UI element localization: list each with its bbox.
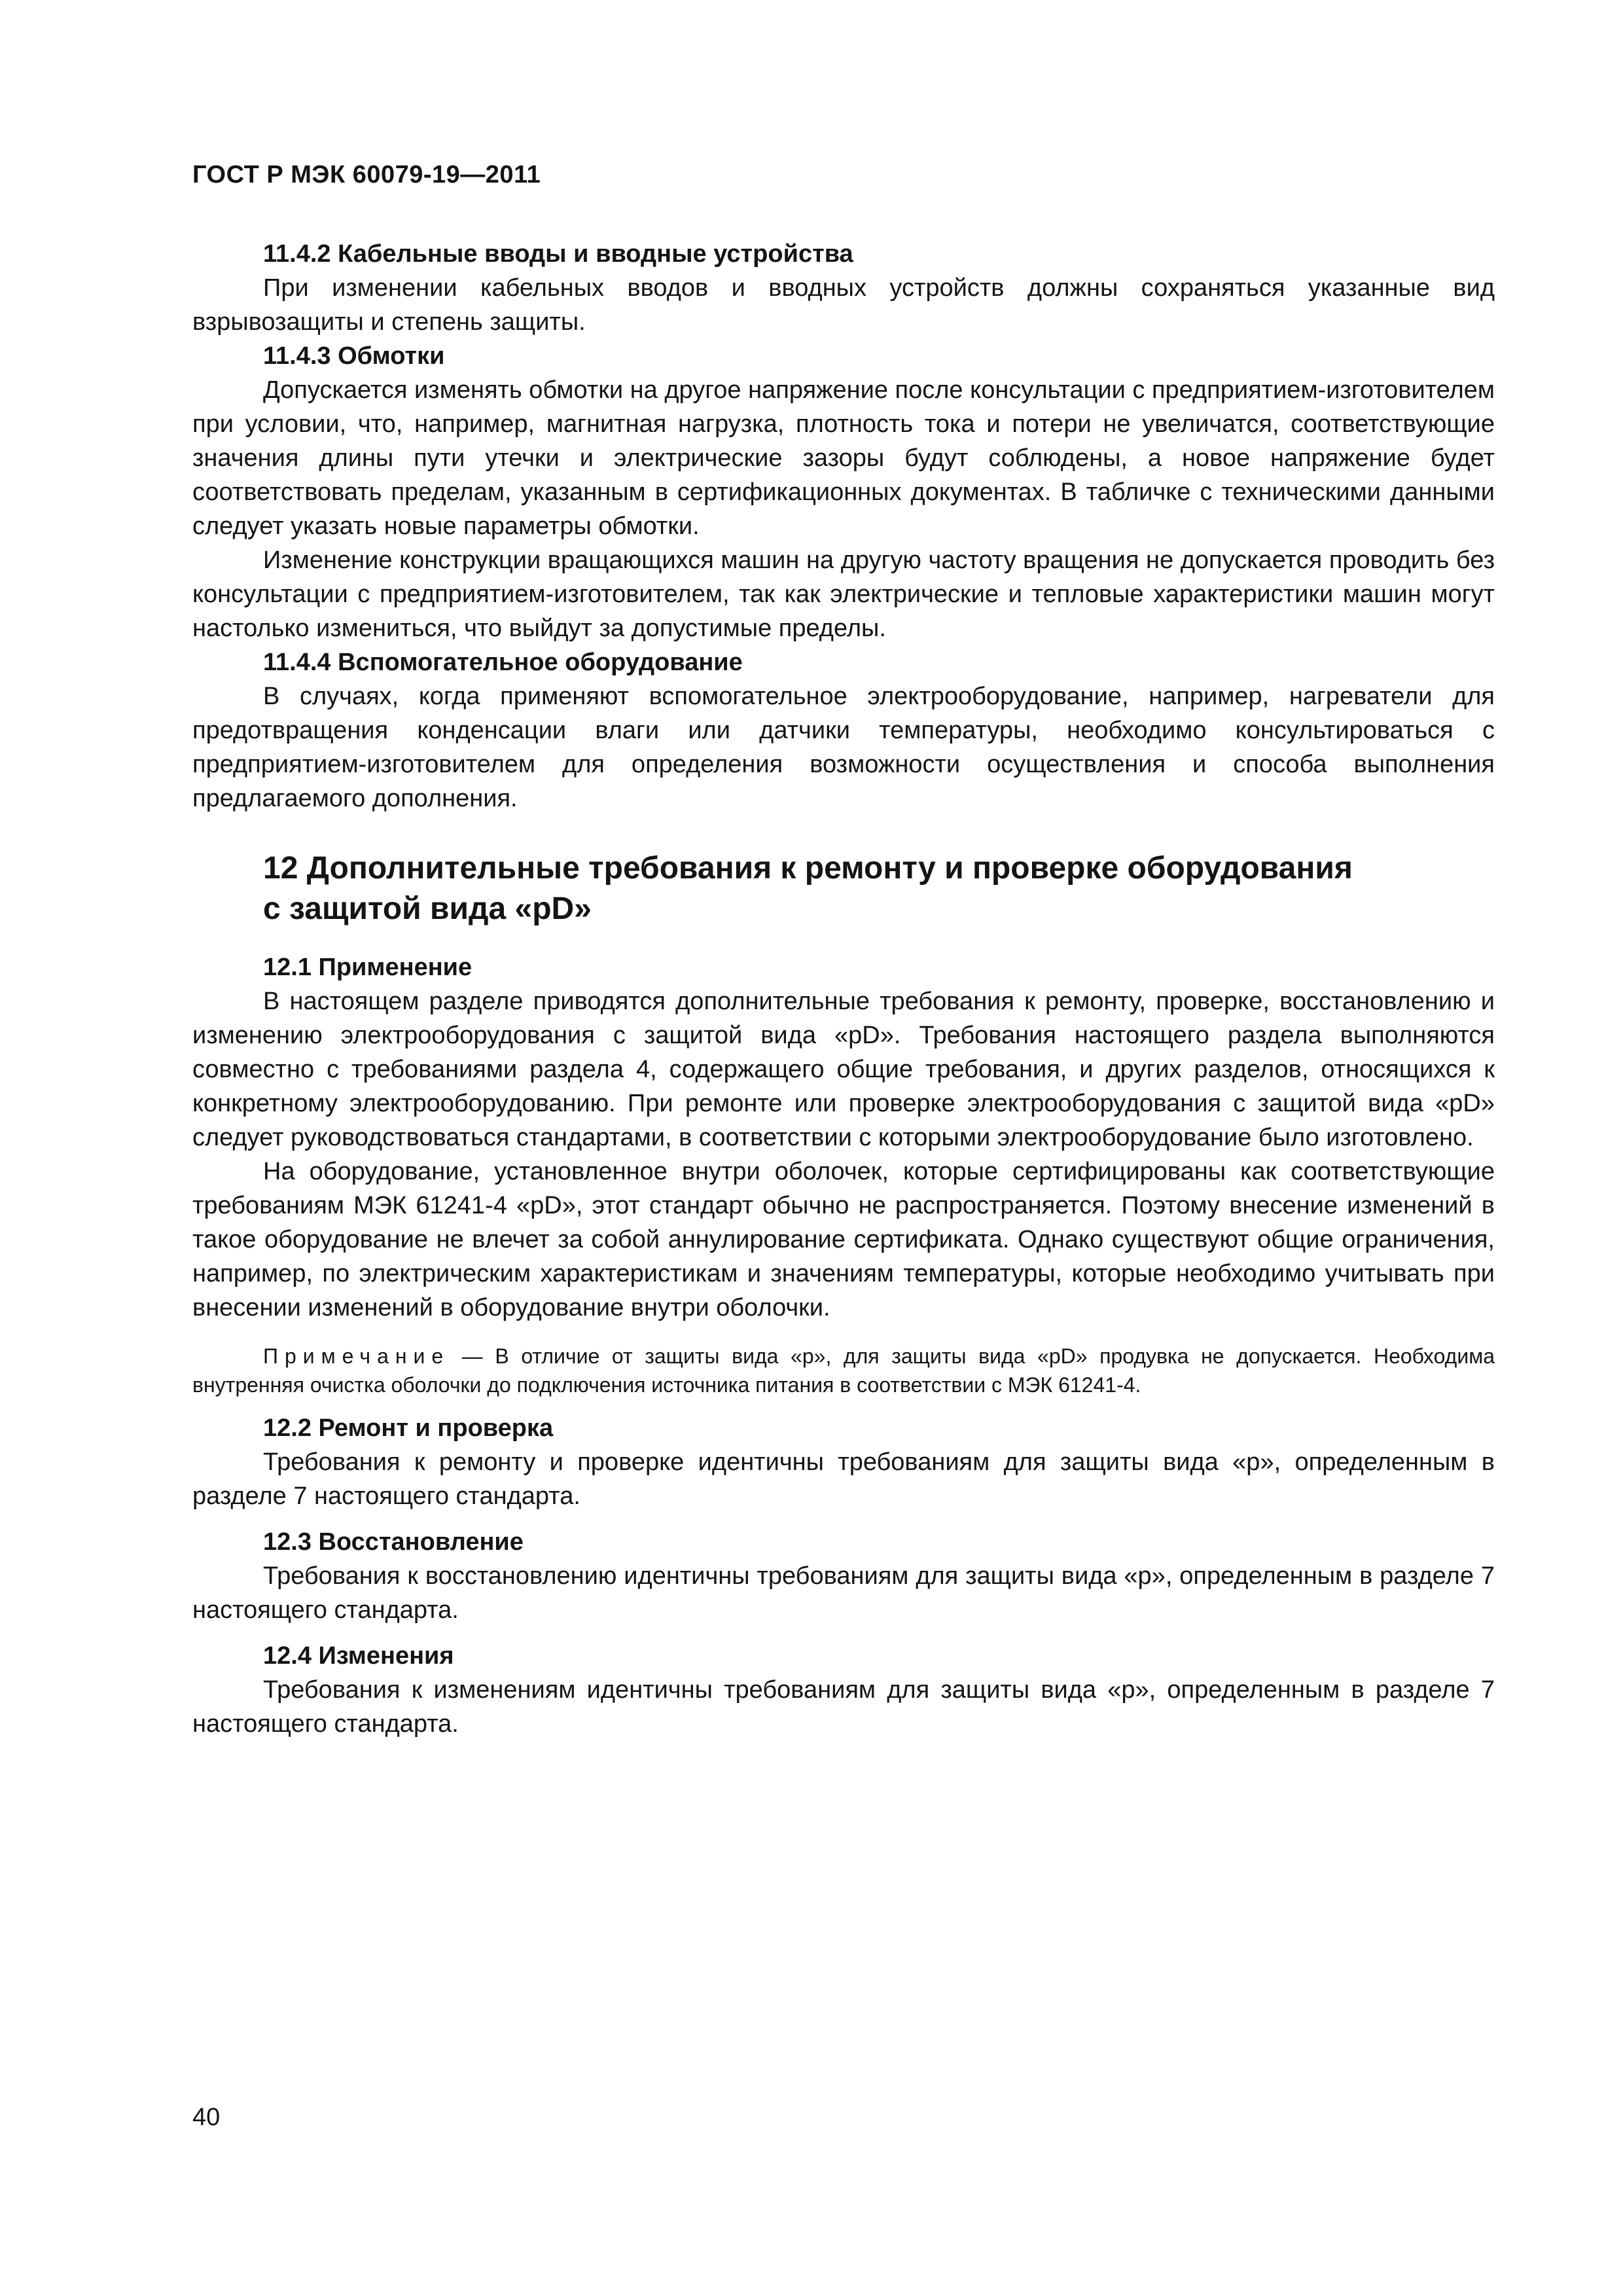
paragraph-12-1-a: В настоящем разделе приводятся дополнительные требования к ремонту, проверке, восстановлению и изменению электрооборудования с защитой вида «pD». Требования настоящего раздела выполняются совместно с требованиями раздела 4, содержащего общие требования, и других разделов, относящихся к конкретному электрооборудованию. При ремонте или проверке электрооборудования с защитой вида «pD» следует руководствоваться стандартами, в соответствии с которыми электрооборудование было изготовлено. bbox=[192, 988, 1495, 1151]
paragraph-12-1-b: На оборудование, установленное внутри оболочек, которые сертифицированы как соответствующие требованиям МЭК 61241-4 «pD», этот стандарт обычно не распространяется. Поэтому внесение изменений в такое оборудование не влечет за собой аннулирование сертификата. Однако существуют общие ограничения, например, по электрическим характеристикам и значениям температуры, которые необходимо учитывать при внесении изменений в оборудование внутри оболочки. bbox=[192, 1158, 1495, 1321]
paragraph-11-4-4: В случаях, когда применяют вспомогательное электрооборудование, например, нагреватели для предотвращения конденсации влаги или датчики температуры, необходимо консультироваться с предприятием-изготовителем для определения возможности осуществления и способа выполнения предлагаемого дополнения. bbox=[192, 683, 1495, 812]
heading-11-4-3: 11.4.3 Обмотки bbox=[263, 342, 445, 370]
document-header: ГОСТ Р МЭК 60079-19—2011 bbox=[192, 161, 541, 188]
heading-12-3: 12.3 Восстановление bbox=[263, 1528, 524, 1556]
note-12-1 bbox=[192, 1342, 1495, 1399]
note-label: Примечание bbox=[263, 1344, 450, 1368]
heading-12-1: 12.1 Применение bbox=[263, 954, 473, 981]
heading-12-2: 12.2 Ремонт и проверка bbox=[263, 1414, 554, 1442]
paragraph-12-3: Требования к восстановлению идентичны требованиям для защиты вида «p», определенным в разделе 7 настоящего стандарта. bbox=[192, 1562, 1495, 1624]
section-12-title bbox=[192, 848, 1495, 929]
heading-11-4-4: 11.4.4 Вспомогательное оборудование bbox=[263, 649, 743, 676]
section-12-title-line2: с защитой вида «pD» bbox=[263, 891, 592, 926]
heading-11-4-2: 11.4.2 Кабельные вводы и вводные устройства bbox=[263, 240, 853, 268]
note-text: — В отличие от защиты вида «p», для защиты вида «pD» продувка не допускается. Необходима внутренняя очистка оболочки до подключения источника питания в соответствии с МЭК 61241-4. bbox=[192, 1344, 1495, 1397]
paragraph-11-4-3-b: Изменение конструкции вращающихся машин на другую частоту вращения не допускается проводить без консультации с предприятием-изготовителем, так как электрические и тепловые характеристики машин могут настолько измениться, что выйдут за допустимые пределы. bbox=[192, 547, 1495, 642]
page-number: 40 bbox=[192, 2104, 221, 2131]
document-body bbox=[192, 237, 1495, 1741]
paragraph-12-2: Требования к ремонту и проверке идентичны требованиям для защиты вида «p», определенным в разделе 7 настоящего стандарта. bbox=[192, 1448, 1495, 1510]
heading-12-4: 12.4 Изменения bbox=[263, 1642, 454, 1670]
paragraph-12-4: Требования к изменениям идентичны требованиям для защиты вида «p», определенным в разделе 7 настоящего стандарта. bbox=[192, 1676, 1495, 1738]
paragraph-11-4-2: При изменении кабельных вводов и вводных устройств должны сохраняться указанные вид взрывозащиты и степень защиты. bbox=[192, 274, 1495, 336]
paragraph-11-4-3-a: Допускается изменять обмотки на другое напряжение после консультации с предприятием-изготовителем при условии, что, например, магнитная нагрузка, плотность тока и потери не увеличатся, соответствующие значения длины пути утечки и электрические зазоры будут соблюдены, а новое напряжение будет соответствовать пределам, указанным в сертификационных документах. В табличке с техническими данными следует указать новые параметры обмотки. bbox=[192, 376, 1495, 540]
section-12-title-line1: 12 Дополнительные требования к ремонту и проверке оборудования bbox=[263, 851, 1353, 886]
